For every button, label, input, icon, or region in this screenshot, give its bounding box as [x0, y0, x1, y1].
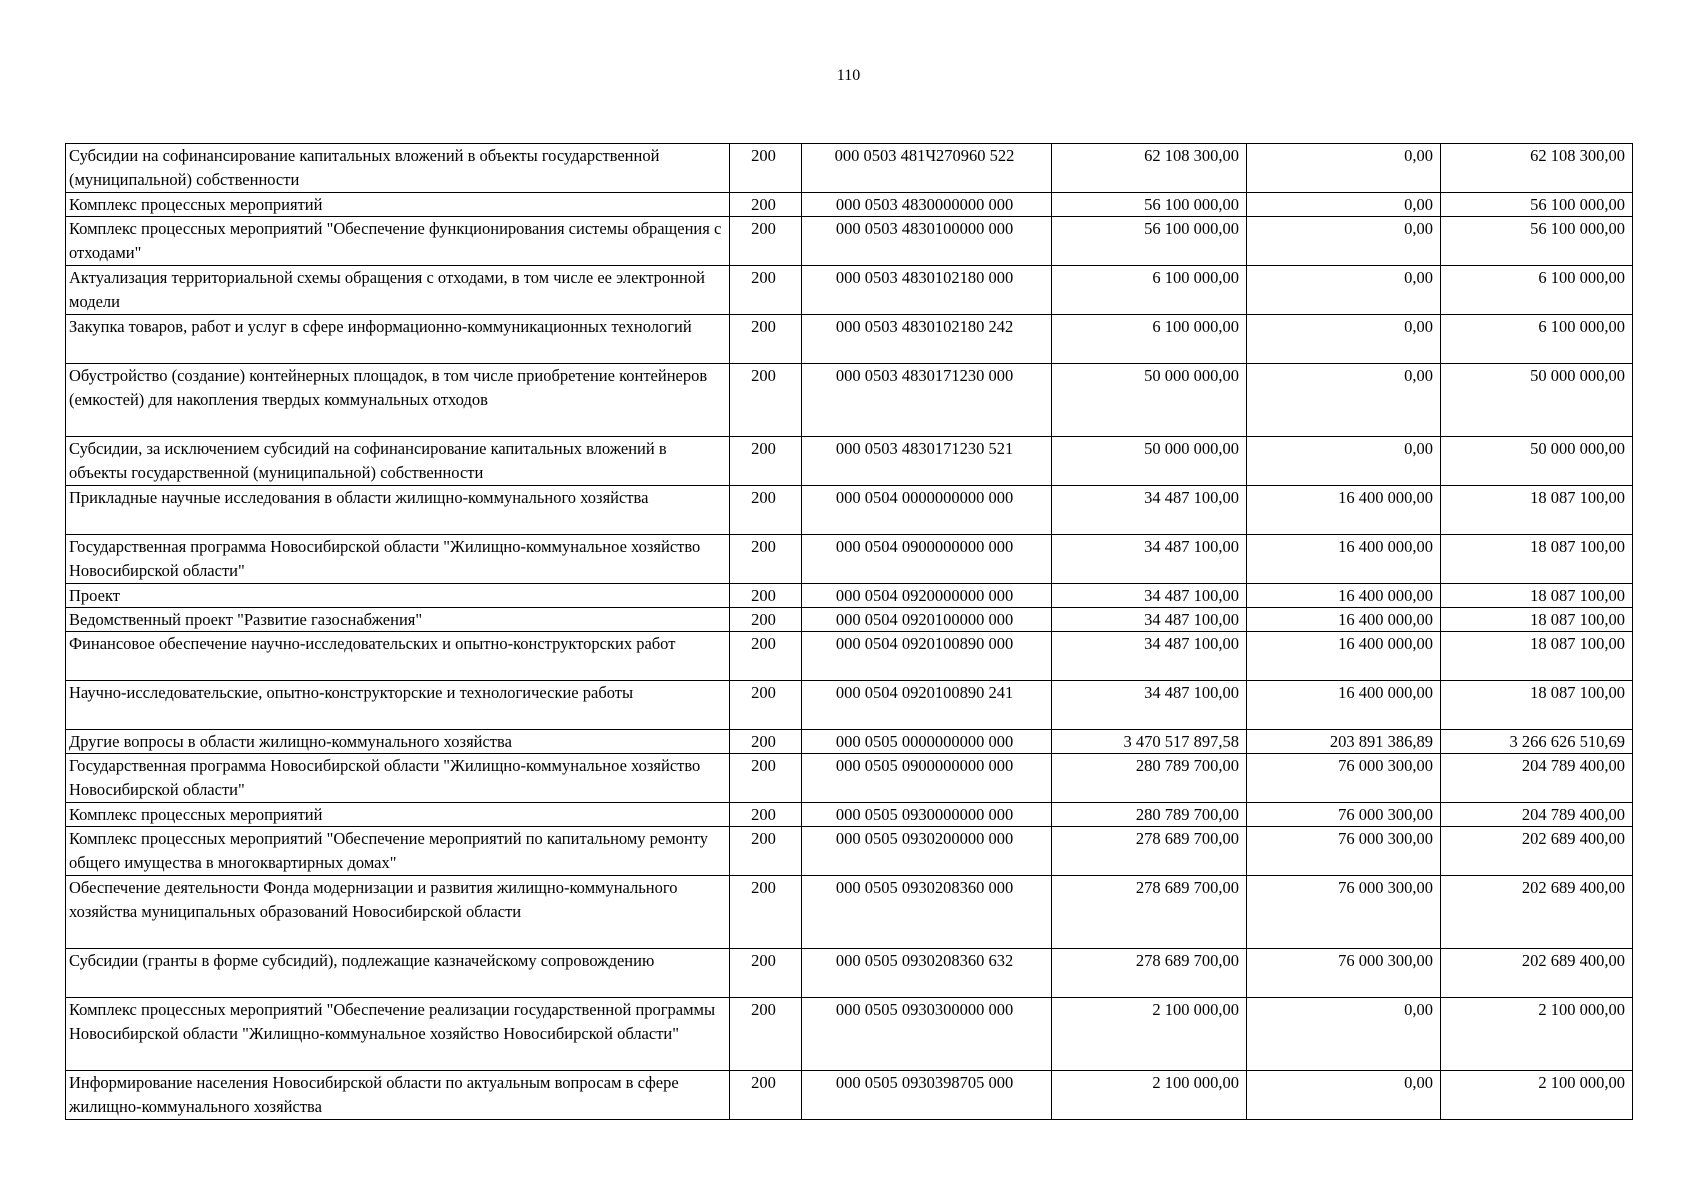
- row-amount-3: 62 108 300,00: [1441, 144, 1633, 193]
- row-amount-3: 18 087 100,00: [1441, 486, 1633, 535]
- row-name: Государственная программа Новосибирской области "Жилищно-коммунальное хозяйство Новосибирской области": [66, 754, 730, 803]
- row-amount-1: 50 000 000,00: [1052, 437, 1247, 486]
- row-admin-code: 200: [730, 632, 802, 681]
- table-row: [66, 681, 1633, 730]
- row-budget-code: 000 0503 4830100000 000: [802, 217, 1052, 266]
- row-amount-2: 203 891 386,89: [1247, 730, 1441, 754]
- row-budget-code: 000 0505 0000000000 000: [802, 730, 1052, 754]
- row-admin-code: 200: [730, 266, 802, 315]
- budget-table-body: [66, 144, 1633, 1120]
- row-name: Комплекс процессных мероприятий "Обеспечение мероприятий по капитальному ремонту общего имущества в многоквартирных домах": [66, 827, 730, 876]
- row-amount-2: 16 400 000,00: [1247, 681, 1441, 730]
- row-name: Актуализация территориальной схемы обращения с отходами, в том числе ее электронной модели: [66, 266, 730, 315]
- row-amount-2: 0,00: [1247, 315, 1441, 364]
- table-row: [66, 315, 1633, 364]
- table-row: [66, 949, 1633, 998]
- row-budget-code: 000 0504 0000000000 000: [802, 486, 1052, 535]
- row-admin-code: 200: [730, 486, 802, 535]
- row-amount-2: 16 400 000,00: [1247, 584, 1441, 608]
- table-row: [66, 535, 1633, 584]
- row-name: Ведомственный проект "Развитие газоснабжения": [66, 608, 730, 632]
- row-budget-code: 000 0505 0930300000 000: [802, 998, 1052, 1071]
- table-row: [66, 754, 1633, 803]
- row-amount-3: 18 087 100,00: [1441, 584, 1633, 608]
- row-admin-code: 200: [730, 437, 802, 486]
- row-name: Обеспечение деятельности Фонда модернизации и развития жилищно-коммунального хозяйства муниципальных образований Новосибирской области: [66, 876, 730, 949]
- row-admin-code: 200: [730, 1071, 802, 1120]
- row-name: Финансовое обеспечение научно-исследовательских и опытно-конструкторских работ: [66, 632, 730, 681]
- row-amount-3: 18 087 100,00: [1441, 608, 1633, 632]
- row-amount-3: 202 689 400,00: [1441, 876, 1633, 949]
- row-amount-3: 2 100 000,00: [1441, 1071, 1633, 1120]
- table-row: [66, 998, 1633, 1071]
- row-amount-1: 280 789 700,00: [1052, 803, 1247, 827]
- row-amount-3: 18 087 100,00: [1441, 681, 1633, 730]
- row-budget-code: 000 0503 4830000000 000: [802, 193, 1052, 217]
- row-budget-code: 000 0505 0930208360 000: [802, 876, 1052, 949]
- row-admin-code: 200: [730, 608, 802, 632]
- table-row: [66, 144, 1633, 193]
- row-budget-code: 000 0504 0920000000 000: [802, 584, 1052, 608]
- row-amount-1: 280 789 700,00: [1052, 754, 1247, 803]
- row-amount-2: 16 400 000,00: [1247, 486, 1441, 535]
- row-amount-2: 0,00: [1247, 144, 1441, 193]
- row-amount-1: 62 108 300,00: [1052, 144, 1247, 193]
- row-admin-code: 200: [730, 193, 802, 217]
- row-amount-1: 278 689 700,00: [1052, 949, 1247, 998]
- row-admin-code: 200: [730, 315, 802, 364]
- row-amount-3: 18 087 100,00: [1441, 632, 1633, 681]
- row-name: Комплекс процессных мероприятий: [66, 193, 730, 217]
- row-name: Субсидии, за исключением субсидий на софинансирование капитальных вложений в объекты государственной (муниципальной) собственности: [66, 437, 730, 486]
- row-amount-2: 76 000 300,00: [1247, 949, 1441, 998]
- table-row: [66, 803, 1633, 827]
- row-budget-code: 000 0503 4830102180 242: [802, 315, 1052, 364]
- budget-table: [65, 143, 1633, 1120]
- row-amount-3: 6 100 000,00: [1441, 315, 1633, 364]
- row-name: Информирование населения Новосибирской области по актуальным вопросам в сфере жилищно-коммунального хозяйства: [66, 1071, 730, 1120]
- row-admin-code: 200: [730, 584, 802, 608]
- row-name: Комплекс процессных мероприятий: [66, 803, 730, 827]
- row-budget-code: 000 0504 0900000000 000: [802, 535, 1052, 584]
- row-amount-2: 0,00: [1247, 217, 1441, 266]
- row-amount-1: 3 470 517 897,58: [1052, 730, 1247, 754]
- row-name: Обустройство (создание) контейнерных площадок, в том числе приобретение контейнеров (емкостей) для накопления твердых коммунальных отходов: [66, 364, 730, 437]
- row-amount-2: 16 400 000,00: [1247, 535, 1441, 584]
- table-row: [66, 876, 1633, 949]
- table-row: [66, 730, 1633, 754]
- row-amount-3: 2 100 000,00: [1441, 998, 1633, 1071]
- row-amount-2: 76 000 300,00: [1247, 876, 1441, 949]
- table-row: [66, 632, 1633, 681]
- row-name: Комплекс процессных мероприятий "Обеспечение функционирования системы обращения с отходами": [66, 217, 730, 266]
- table-row: [66, 486, 1633, 535]
- row-amount-2: 0,00: [1247, 364, 1441, 437]
- table-row: [66, 827, 1633, 876]
- row-budget-code: 000 0505 0930000000 000: [802, 803, 1052, 827]
- row-budget-code: 000 0505 0900000000 000: [802, 754, 1052, 803]
- row-budget-code: 000 0503 4830102180 000: [802, 266, 1052, 315]
- table-row: [66, 266, 1633, 315]
- row-amount-1: 278 689 700,00: [1052, 876, 1247, 949]
- row-admin-code: 200: [730, 803, 802, 827]
- table-row: [66, 584, 1633, 608]
- row-name: Государственная программа Новосибирской области "Жилищно-коммунальное хозяйство Новосибирской области": [66, 535, 730, 584]
- row-admin-code: 200: [730, 364, 802, 437]
- row-amount-3: 202 689 400,00: [1441, 827, 1633, 876]
- row-budget-code: 000 0504 0920100890 000: [802, 632, 1052, 681]
- row-amount-1: 34 487 100,00: [1052, 608, 1247, 632]
- row-amount-2: 0,00: [1247, 266, 1441, 315]
- row-admin-code: 200: [730, 681, 802, 730]
- row-budget-code: 000 0503 481Ч270960 522: [802, 144, 1052, 193]
- row-amount-1: 6 100 000,00: [1052, 315, 1247, 364]
- row-budget-code: 000 0503 4830171230 521: [802, 437, 1052, 486]
- row-name: Прикладные научные исследования в области жилищно-коммунального хозяйства: [66, 486, 730, 535]
- table-row: [66, 364, 1633, 437]
- row-budget-code: 000 0505 0930208360 632: [802, 949, 1052, 998]
- row-admin-code: 200: [730, 754, 802, 803]
- table-row: [66, 608, 1633, 632]
- table-row: [66, 1071, 1633, 1120]
- row-amount-2: 16 400 000,00: [1247, 608, 1441, 632]
- row-admin-code: 200: [730, 876, 802, 949]
- row-budget-code: 000 0504 0920100890 241: [802, 681, 1052, 730]
- row-amount-2: 0,00: [1247, 193, 1441, 217]
- row-amount-1: 34 487 100,00: [1052, 535, 1247, 584]
- row-amount-3: 204 789 400,00: [1441, 803, 1633, 827]
- row-amount-1: 278 689 700,00: [1052, 827, 1247, 876]
- row-amount-2: 76 000 300,00: [1247, 827, 1441, 876]
- row-amount-2: 76 000 300,00: [1247, 754, 1441, 803]
- row-admin-code: 200: [730, 827, 802, 876]
- row-name: Научно-исследовательские, опытно-конструкторские и технологические работы: [66, 681, 730, 730]
- row-amount-2: 0,00: [1247, 437, 1441, 486]
- row-amount-2: 16 400 000,00: [1247, 632, 1441, 681]
- row-amount-3: 50 000 000,00: [1441, 364, 1633, 437]
- row-budget-code: 000 0504 0920100000 000: [802, 608, 1052, 632]
- row-amount-1: 34 487 100,00: [1052, 584, 1247, 608]
- table-row: [66, 437, 1633, 486]
- row-amount-1: 2 100 000,00: [1052, 1071, 1247, 1120]
- row-amount-3: 56 100 000,00: [1441, 217, 1633, 266]
- row-amount-1: 50 000 000,00: [1052, 364, 1247, 437]
- row-amount-1: 34 487 100,00: [1052, 486, 1247, 535]
- row-amount-1: 56 100 000,00: [1052, 193, 1247, 217]
- row-amount-3: 18 087 100,00: [1441, 535, 1633, 584]
- row-amount-1: 56 100 000,00: [1052, 217, 1247, 266]
- row-name: Субсидии на софинансирование капитальных вложений в объекты государственной (муниципальной) собственности: [66, 144, 730, 193]
- row-amount-3: 3 266 626 510,69: [1441, 730, 1633, 754]
- row-amount-1: 6 100 000,00: [1052, 266, 1247, 315]
- row-amount-3: 50 000 000,00: [1441, 437, 1633, 486]
- row-amount-2: 76 000 300,00: [1247, 803, 1441, 827]
- row-admin-code: 200: [730, 949, 802, 998]
- row-amount-3: 202 689 400,00: [1441, 949, 1633, 998]
- row-admin-code: 200: [730, 730, 802, 754]
- row-amount-2: 0,00: [1247, 1071, 1441, 1120]
- table-row: [66, 217, 1633, 266]
- row-name: Другие вопросы в области жилищно-коммунального хозяйства: [66, 730, 730, 754]
- row-budget-code: 000 0505 0930398705 000: [802, 1071, 1052, 1120]
- row-budget-code: 000 0505 0930200000 000: [802, 827, 1052, 876]
- row-amount-3: 56 100 000,00: [1441, 193, 1633, 217]
- row-amount-1: 2 100 000,00: [1052, 998, 1247, 1071]
- row-amount-3: 204 789 400,00: [1441, 754, 1633, 803]
- table-row: [66, 193, 1633, 217]
- row-name: Субсидии (гранты в форме субсидий), подлежащие казначейскому сопровождению: [66, 949, 730, 998]
- row-amount-1: 34 487 100,00: [1052, 681, 1247, 730]
- page-number: 110: [836, 67, 861, 84]
- row-admin-code: 200: [730, 144, 802, 193]
- row-budget-code: 000 0503 4830171230 000: [802, 364, 1052, 437]
- row-name: Проект: [66, 584, 730, 608]
- row-name: Закупка товаров, работ и услуг в сфере информационно-коммуникационных технологий: [66, 315, 730, 364]
- row-admin-code: 200: [730, 535, 802, 584]
- row-name: Комплекс процессных мероприятий "Обеспечение реализации государственной программы Новосибирской области "Жилищно-коммунальное хозяйство Новосибирской области": [66, 998, 730, 1071]
- row-admin-code: 200: [730, 217, 802, 266]
- row-admin-code: 200: [730, 998, 802, 1071]
- row-amount-3: 6 100 000,00: [1441, 266, 1633, 315]
- row-amount-1: 34 487 100,00: [1052, 632, 1247, 681]
- row-amount-2: 0,00: [1247, 998, 1441, 1071]
